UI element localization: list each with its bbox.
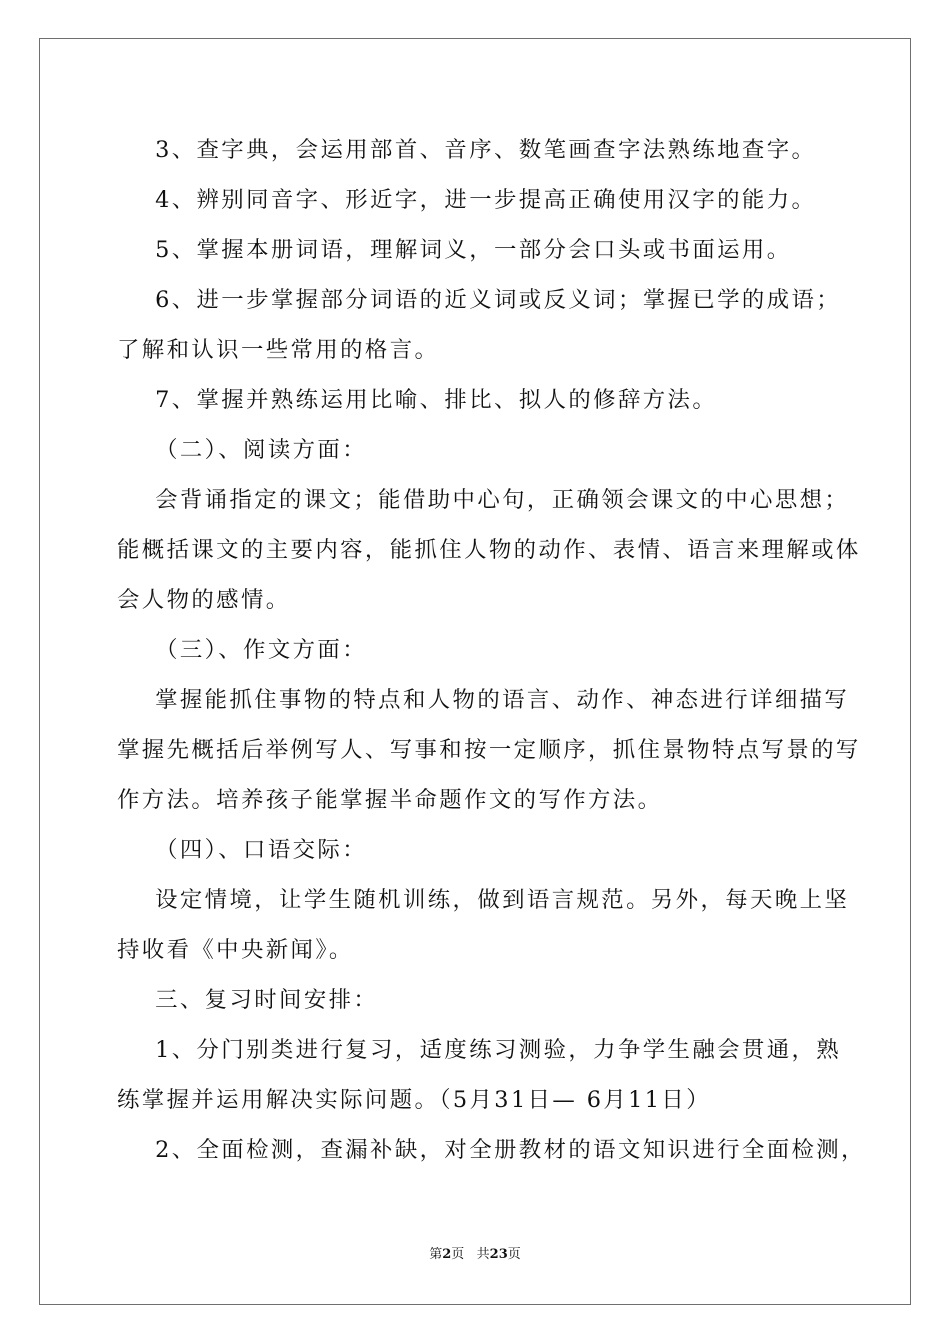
text-line-6: 7、掌握并熟练运用比喻、排比、拟人的修辞方法。 — [117, 387, 718, 413]
footer-current-page: 2 — [442, 1247, 452, 1262]
text-line-1: 3、查字典，会运用部首、音序、数笔画查字法熟练地查字。 — [117, 137, 817, 163]
page-frame — [39, 38, 911, 1305]
section-heading-speaking: （四）、口语交际： — [117, 837, 367, 863]
text-line-19: 1、分门别类进行复习，适度练习测验，力争学生融会贯通，熟 — [117, 1037, 842, 1063]
text-line-2: 4、辨别同音字、形近字，进一步提高正确使用汉字的能力。 — [117, 187, 817, 213]
text-line-17: 持收看《中央新闻》。 — [117, 937, 354, 963]
text-line-3: 5、掌握本册词语，理解词义，一部分会口头或书面运用。 — [117, 237, 792, 263]
text-line-5: 了解和认识一些常用的格言。 — [117, 337, 440, 363]
text-line-21: 2、全面检测，查漏补缺，对全册教材的语文知识进行全面检测， — [117, 1137, 866, 1163]
text-line-13: 掌握先概括后举例写人、写事和按一定顺序，抓住景物特点写景的写 — [117, 737, 861, 763]
text-line-14: 作方法。培养孩子能掌握半命题作文的写作方法。 — [117, 787, 663, 813]
text-line-20: 练掌握并运用解决实际问题。（5月31日— 6月11日） — [117, 1087, 712, 1113]
footer-suffix: 页 — [507, 1247, 521, 1262]
text-line-9: 能概括课文的主要内容，能抓住人物的动作、表情、语言来理解或体 — [117, 537, 861, 563]
section-heading-writing: （三）、作文方面： — [117, 637, 367, 663]
footer-mid: 页 共 — [451, 1247, 490, 1262]
section-heading-reading: （二）、阅读方面： — [117, 437, 367, 463]
text-line-12: 掌握能抓住事物的特点和人物的语言、动作、神态进行详细描写 — [117, 687, 850, 713]
text-line-8: 会背诵指定的课文；能借助中心句，正确领会课文的中心思想； — [117, 487, 850, 513]
text-line-16: 设定情境，让学生随机训练，做到语言规范。另外，每天晚上坚 — [117, 887, 850, 913]
text-line-4: 6、进一步掌握部分词语的近义词或反义词；掌握已学的成语； — [117, 287, 842, 313]
text-line-10: 会人物的感情。 — [117, 587, 291, 613]
section-heading-schedule: 三、复习时间安排： — [117, 987, 379, 1013]
page-footer — [0, 1246, 950, 1264]
footer-prefix: 第 — [429, 1247, 443, 1262]
footer-total-pages: 23 — [489, 1247, 508, 1262]
